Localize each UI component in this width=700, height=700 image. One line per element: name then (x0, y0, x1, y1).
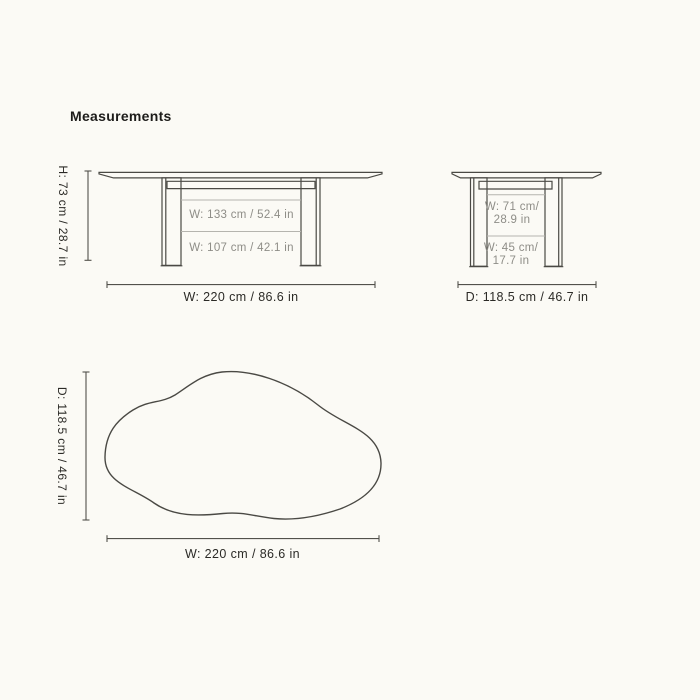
front-width-label: W: 220 cm / 86.6 in (183, 290, 299, 304)
side-inner-top-label-line1: W: 71 cm/ (484, 200, 540, 213)
front-inner-top-label: W: 133 cm / 52.4 in (189, 208, 294, 221)
front-apron (167, 181, 315, 188)
side-view-dimension-lines (458, 281, 596, 288)
side-inner-top-label (485, 201, 539, 227)
top-depth-label: D: 118.5 cm / 46.7 in (55, 386, 69, 506)
side-inner-bottom-label-line2: 17.7 in (492, 254, 530, 267)
side-tabletop (452, 172, 601, 178)
side-apron (479, 181, 552, 189)
top-width-label: W: 220 cm / 86.6 in (184, 547, 301, 561)
page-title: Measurements (70, 108, 172, 124)
top-tabletop-outline (105, 372, 381, 519)
front-left-leg (162, 178, 181, 265)
front-tabletop (99, 172, 382, 178)
top-view-drawing (105, 372, 381, 519)
side-inner-bottom-label-line1: W: 45 cm/ (483, 241, 539, 254)
top-view-dimension-lines (83, 372, 380, 542)
front-inner-bottom-label: W: 107 cm / 42.1 in (189, 241, 294, 254)
side-right-leg (545, 178, 562, 266)
side-inner-top-label-line2: 28.9 in (493, 213, 531, 226)
front-right-leg (301, 178, 320, 265)
front-height-label: H: 73 cm / 28.7 in (56, 164, 70, 267)
side-depth-label: D: 118.5 cm / 46.7 in (465, 290, 589, 304)
side-inner-bottom-label (484, 242, 538, 268)
